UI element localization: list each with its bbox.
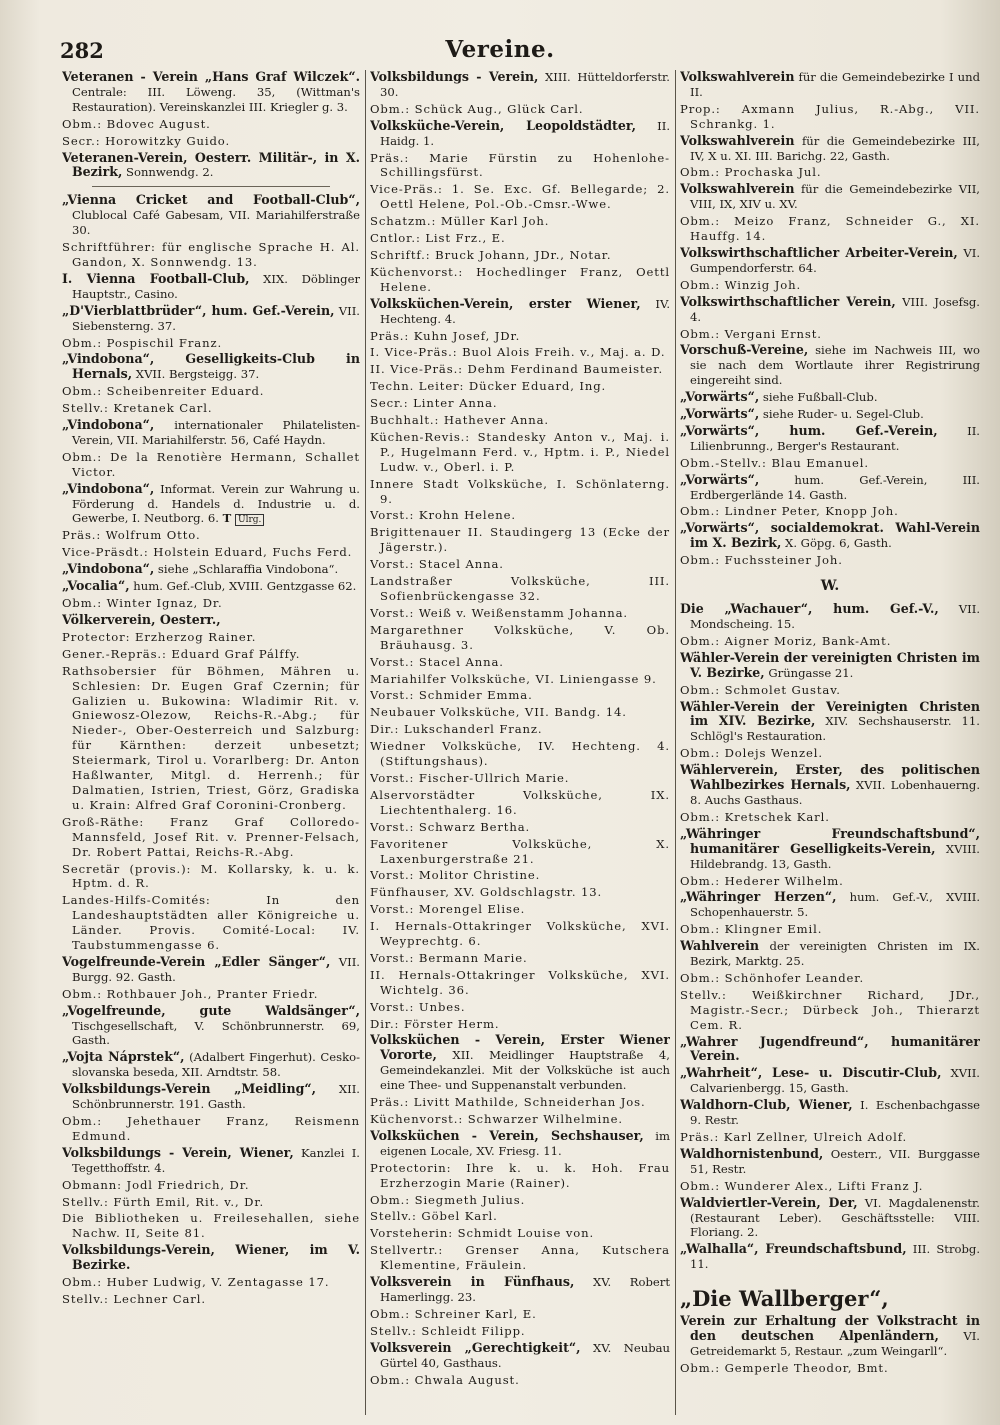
directory-entry <box>370 1129 670 1159</box>
columns <box>62 70 982 1415</box>
entry-name: Die „Wachauer“, hum. Gef.-V., <box>680 601 939 617</box>
directory-entry <box>680 521 980 551</box>
officer-line: Präs.: Wolfrum Otto. <box>62 528 201 543</box>
directory-entry <box>680 1196 980 1241</box>
directory-entry <box>62 70 360 115</box>
officer-line: Präs.: Livitt Mathilde, Schneiderhan Jos. <box>370 1095 646 1110</box>
entry-name: „Vorwärts“, <box>680 389 760 405</box>
entry-name: „Vindobona“, <box>62 480 155 496</box>
entry-name: „Vorwärts“, <box>680 406 760 422</box>
officer-line: Obm.: Winzig Joh. <box>680 277 802 292</box>
directory-entry <box>680 390 980 405</box>
entry-address: XIX. Döblinger Hauptstr., Casino. <box>72 271 360 301</box>
officer-line: Alservorstädter Volksküche, IX. Liechtenthalerg. 16. <box>370 787 670 817</box>
directory-entry <box>62 1050 360 1080</box>
entry-address: XII. Meidlinger Hauptstraße 4, Gemeindekanzlei. Mit der Volksküche ist auch eine Thee- und Suppenanstalt verbunden. <box>380 1048 670 1093</box>
directory-entry <box>62 482 360 527</box>
officer-line: Obm.: Jehethauer Franz, Reismenn Edmund. <box>62 1114 360 1143</box>
officer-line: Vorst.: Krohn Helene. <box>370 508 516 523</box>
entry-address: im eigenen Locale, XV. Friesg. 11. <box>380 1128 670 1158</box>
officer-line: Obm.: Rothbauer Joh., Pranter Friedr. <box>62 986 319 1001</box>
entry-address: Centrale: III. Löweng. 35, (Wittman's Restauration). Vereinskanzlei III. Kriegler g. 3. <box>72 84 360 114</box>
officer-line: Obm.: Klingner Emil. <box>680 922 823 937</box>
entry-address: XVII. Lobenhauerng. 8. Auchs Gasthaus. <box>690 778 980 807</box>
officer-line: Vice-Präs.: 1. Se. Exc. Gf. Bellegarde; 2. Oettl Helene, Pol.-Ob.-Cmsr.-Wwe. <box>370 182 670 212</box>
officer-line: Protector: Erzherzog Rainer. <box>62 629 257 644</box>
officer-line: Vice-Präsdt.: Holstein Eduard, Fuchs Ferd. <box>62 545 353 560</box>
entry-name: Waldhorn-Club, Wiener, <box>680 1097 853 1113</box>
entry-name: „Vindobona“, <box>62 417 155 433</box>
entry-name: Waldhornistenbund, <box>680 1145 824 1161</box>
separator-rule <box>92 186 330 187</box>
directory-entry <box>370 1341 670 1371</box>
directory-entry <box>680 295 980 325</box>
officer-line: Obm.: Wunderer Alex., Lifti Franz J. <box>680 1178 924 1193</box>
officer-line: Obm.: Prochaska Jul. <box>680 165 822 180</box>
entry-name: „Vindobona“, <box>62 561 155 577</box>
entry-address: X. Göpg. 6, Gasth. <box>781 536 892 551</box>
entry-address: II. Lilienbrunng., Berger's Restaurant. <box>690 423 980 453</box>
entry-name: Völkerverein, Oesterr., <box>62 612 221 627</box>
entry-address: für die Gemeindebezirke I und II. <box>690 70 980 99</box>
entry-address: hum. Gef.-Club, XVIII. Gentzgasse 62. <box>129 579 357 594</box>
entry-name: Wahlverein <box>680 938 760 954</box>
officer-line: Innere Stadt Volksküche, I. Schönlaterng. 9. <box>370 476 670 506</box>
officer-line: Stellv.: Lechner Carl. <box>62 1291 206 1306</box>
officer-line: Obm.: Schreiner Karl, E. <box>370 1306 537 1321</box>
directory-entry <box>680 1314 980 1359</box>
officer-line: Obm.: Siegmeth Julius. <box>370 1192 526 1207</box>
entry-address: internationaler Philatelisten-Verein, VII. Mariahilferstr. 56, Café Haydn. <box>72 418 360 447</box>
entry-name: „Wahrer Jugendfreund“, humanitärer Verein. <box>680 1033 980 1064</box>
entry-address: IV. Hechteng. 4. <box>380 296 670 326</box>
directory-entry <box>62 613 360 628</box>
officer-line: Vorst.: Unbes. <box>370 999 466 1014</box>
officer-line: Küchenvorst.: Hochedlinger Franz, Oettl Helene. <box>370 264 670 294</box>
directory-entry <box>680 700 980 745</box>
entry-name: „Währinger Herzen“, <box>680 889 837 905</box>
entry-address: Informat. Verein zur Wahrung u. Förderung d. Handels d. Industrie u. d. Gewerbe, I. Neutborg. 6. <box>72 481 360 526</box>
entry-address: Kanzlei I. Tegetthoffstr. 4. <box>72 1145 360 1175</box>
entry-name: Vogelfreunde-Verein „Edler Sänger“, <box>62 953 331 969</box>
officer-line: Präs.: Kuhn Josef, JDr. <box>370 328 521 343</box>
officer-line: Vorst.: Stacel Anna. <box>370 654 504 669</box>
officer-line: Stellv.: Göbel Karl. <box>370 1209 498 1224</box>
officer-line: Obm.: Huber Ludwig, V. Zentagasse 17. <box>62 1275 330 1290</box>
entry-name: „Vorwärts“, socialdemokrat. Wahl-Verein im X. Bezirk, <box>680 520 980 551</box>
entry-address: VI. Magdalenenstr. (Restaurant Leber). Geschäftsstelle: VIII. Floriang. 2. <box>690 1195 980 1240</box>
officer-line: Obm.: Winter Ignaz, Dr. <box>62 596 223 611</box>
directory-entry <box>680 343 980 388</box>
entry-name: Veteranen - Verein „Hans Graf Wilczek“. <box>62 70 360 84</box>
officer-line: Vorst.: Morengel Elise. <box>370 902 526 917</box>
entry-address: I. Eschenbachgasse 9. Restr. <box>690 1098 980 1128</box>
entry-address: hum. Gef.-V., XVIII. Schopenhauerstr. 5. <box>690 890 980 920</box>
entry-name: „Wahrheit“, Lese- u. Discutir-Club, <box>680 1065 942 1081</box>
entry-name: „Vocalia“, <box>62 578 130 594</box>
directory-entry <box>62 1082 360 1112</box>
officer-line: Obm.: Fuchssteiner Joh. <box>680 553 843 568</box>
officer-line: Secretär (provis.): M. Kollarsky, k. u. k. Hptm. d. R. <box>62 861 360 891</box>
directory-entry <box>62 304 360 334</box>
officer-line: Vorst.: Schwarz Bertha. <box>370 819 531 834</box>
directory-entry <box>680 827 980 872</box>
entry-name: Vorschuß-Vereine, <box>680 342 809 358</box>
entry-address: VI. Gumpendorferstr. 64. <box>690 245 980 275</box>
entry-name: Volksbildungs - Verein, <box>370 70 539 84</box>
officer-line: Mariahilfer Volksküche, VI. Liniengasse 9. <box>370 671 657 686</box>
column-3 <box>680 70 980 1415</box>
entry-name: „Vorwärts“, hum. Gef.-Verein, <box>680 422 938 438</box>
entry-name: Veteranen-Verein, Oesterr. Militär-, in X. Bezirk, <box>62 149 360 180</box>
officer-line: Vorst.: Schmider Emma. <box>370 688 533 703</box>
officer-line: Protectorin: Ihre k. u. k. Hoh. Frau Erzherzogin Marie (Rainer). <box>370 1160 670 1190</box>
officer-line: Obm.: Lindner Peter, Knopp Joh. <box>680 504 899 519</box>
officer-line: Präs.: Karl Zellner, Ulreich Adolf. <box>680 1130 908 1144</box>
directory-entry <box>370 119 670 149</box>
officer-line: Präs.: Marie Fürstin zu Hohenlohe-Schillingsfürst. <box>370 150 670 180</box>
entry-address: Tischgesellschaft, V. Schönbrunnerstr. 69, Gasth. <box>72 1018 360 1048</box>
directory-entry <box>680 651 980 681</box>
officer-line: Küchen-Revis.: Standesky Anton v., Maj. i. P., Hugelmann Ferd. v., Hptm. i. P., Niedel Ludw. v., Oberl. i. P. <box>370 429 670 474</box>
officer-line: Neubauer Volksküche, VII. Bandg. 14. <box>370 705 627 720</box>
directory-entry <box>62 579 360 594</box>
officer-line: Gener.-Repräs.: Eduard Graf Pálffy. <box>62 646 301 661</box>
entry-name: Wähler-Verein der vereinigten Christen im V. Bezirke, <box>680 649 980 680</box>
entry-address: III. Strobg. 11. <box>690 1242 980 1272</box>
officer-line: Favoritener Volksküche, X. Laxenburgerstraße 21. <box>370 836 670 866</box>
entry-address: für die Gemeindebezirke III, IV, X u. XI. III. Barichg. 22, Gasth. <box>690 133 980 163</box>
telephone-icon: T <box>222 511 232 526</box>
entry-name: Volkswahlverein <box>680 70 795 84</box>
officer-line: Obm.: Schück Aug., Glück Carl. <box>370 101 584 116</box>
directory-entry <box>680 134 980 164</box>
entry-name: Volksbildungs-Verein „Meidling“, <box>62 1081 317 1097</box>
officer-line: Landes-Hilfs-Comités: In den Landeshauptstädten aller Königreiche u. Länder. Provis. Comité-Local: IV. Taubstummengasse 6. <box>62 893 360 953</box>
officer-line: Margarethner Volksküche, V. Ob. Bräuhausg. 3. <box>370 622 670 652</box>
directory-entry <box>62 1146 360 1176</box>
entry-name: Verein zur Erhaltung der Volkstracht in den deutschen Alpenländern, <box>680 1313 980 1344</box>
officer-line: I. Hernals-Ottakringer Volksküche, XVI. Weyprechtg. 6. <box>370 919 670 949</box>
officer-line: Stellv.: Schleidt Filipp. <box>370 1323 526 1338</box>
officer-line: Stellv.: Weißkirchner Richard, JDr., Magistr.-Secr.; Dürbeck Joh., Thierarzt Cem. R. <box>680 987 980 1032</box>
running-head: Vereine. <box>445 36 555 63</box>
entry-address: XIII. Hütteldorferstr. 30. <box>380 70 670 99</box>
entry-name: Volkswahlverein <box>680 132 795 148</box>
directory-entry <box>680 246 980 276</box>
entry-name: Volksküchen - Verein, Erster Wiener Vororte, <box>370 1032 670 1063</box>
column-1 <box>62 70 360 1415</box>
officer-line: Vorst.: Fischer-Ullrich Marie. <box>370 770 570 785</box>
entry-address: siehe im Nachweis III, wo sie nach dem Wortlaute ihrer Registrirung eingereiht sind. <box>690 343 980 388</box>
entry-name: Volksbildungs - Verein, Wiener, <box>62 1144 294 1160</box>
directory-entry <box>680 890 980 920</box>
officer-line: I. Vice-Präs.: Buol Alois Freih. v., Maj. a. D. <box>370 345 666 360</box>
directory-entry <box>680 70 980 100</box>
officer-line: Rathsobersier für Böhmen, Mähren u. Schlesien: Dr. Eugen Graf Czernin; für Galizien u. Bukowina: Wladimir Rit. v. Gniewosz-Olezow, Reichs-R.-Abg.; für Nieder-, Ober-Oesterreich und Salzburg: für Kärnthen: derzeit unbesetzt; Steiermark, Tirol u. Vorarlberg: Dr. Anton Haßlwanter, Mitgl. d. Herrenh.; für Dalmatien, Istrien, Triest, Görz, Gradiska u. Krain: Alfred Graf Coronini-Cronberg. <box>62 663 360 812</box>
officer-line: Obm.: Scheibenreiter Eduard. <box>62 384 265 399</box>
entry-name: „Währinger Freundschaftsbund“, humanitärer Geselligkeits-Verein, <box>680 825 980 856</box>
officer-line: Secr.: Linter Anna. <box>370 396 498 411</box>
directory-entry <box>62 562 360 577</box>
officer-line: Vorst.: Bermann Marie. <box>370 950 528 965</box>
officer-line: Obm.: Kretschek Karl. <box>680 809 830 824</box>
entry-name: Volksverein in Fünfhaus, <box>370 1274 575 1290</box>
officer-line: Stellvertr.: Grenser Anna, Kutschera Klementine, Fräulein. <box>370 1243 670 1273</box>
column-rule <box>365 70 366 1415</box>
officer-line: II. Vice-Präs.: Dehm Ferdinand Baumeister. <box>370 362 664 377</box>
entry-name: „D'Vierblattbrüder“, hum. Gef.-Verein, <box>62 302 335 318</box>
officer-line: Stellv.: Kretanek Carl. <box>62 401 213 416</box>
officer-line: Dir.: Lukschanderl Franz. <box>370 722 543 737</box>
officer-line: Obm.: De la Renotière Hermann, Schallet Victor. <box>62 449 360 479</box>
directory-entry <box>370 70 670 100</box>
officer-line: Obm.-Stellv.: Blau Emanuel. <box>680 455 870 470</box>
officer-line: Fünfhauser, XV. Goldschlagstr. 13. <box>370 885 603 900</box>
officer-line: Obm.: Gemperle Theodor, Bmt. <box>680 1360 889 1375</box>
entry-address: (Adalbert Fingerhut). Cesko-slovanska beseda, XII. Arndtstr. 58. <box>72 1050 360 1080</box>
directory-entry <box>62 955 360 985</box>
entry-name: „Vogelfreunde, gute Waldsänger“, <box>62 1002 360 1018</box>
column-2 <box>370 70 670 1415</box>
officer-line: Obm.: Aigner Moriz, Bank-Amt. <box>680 633 892 648</box>
entry-name: „Vindobona“, Geselligkeits-Club in Hernals, <box>62 351 360 382</box>
directory-entry <box>680 1098 980 1128</box>
officer-line: Obm.: Schönhofer Leander. <box>680 970 865 985</box>
officer-line: Obm.: Pospischil Franz. <box>62 335 223 350</box>
entry-address: II. Haidg. 1. <box>380 118 670 148</box>
directory-entry <box>680 602 980 632</box>
entry-address: siehe „Schlaraffia Vindobona“. <box>154 562 339 577</box>
entry-address: Sonnwendg. 2. <box>122 165 214 180</box>
entry-address: Oesterr., VII. Burggasse 51, Restr. <box>690 1146 980 1176</box>
officer-line: Obmann: Jodl Friedrich, Dr. <box>62 1177 250 1192</box>
officer-line: Obm.: Vergani Ernst. <box>680 326 822 341</box>
entry-address: VII. Burgg. 92. Gasth. <box>72 954 360 984</box>
entry-name: Volksverein „Gerechtigkeit“, <box>370 1339 581 1355</box>
officer-line: Techn. Leiter: Dücker Eduard, Ing. <box>370 379 607 394</box>
officer-line: Vorst.: Stacel Anna. <box>370 557 504 572</box>
officer-line: II. Hernals-Ottakringer Volksküche, XVI. Wichtelg. 36. <box>370 967 670 997</box>
entry-name: Volksküchen-Verein, erster Wiener, <box>370 295 641 311</box>
officer-line: Stellv.: Fürth Emil, Rit. v., Dr. <box>62 1194 265 1209</box>
officer-line: Obm.: Schmolet Gustav. <box>680 682 841 697</box>
entry-address: Grüngasse 21. <box>764 665 854 680</box>
directory-entry <box>62 418 360 448</box>
entry-address: VII. Siebensterng. 37. <box>72 303 360 333</box>
directory-entry <box>680 182 980 212</box>
entry-address: der vereinigten Christen im IX. Bezirk, Marktg. 25. <box>690 939 980 969</box>
entry-name: Volksküche-Verein, Leopoldstädter, <box>370 117 636 133</box>
directory-entry <box>680 424 980 454</box>
entry-name: „Vorwärts“, <box>680 471 760 487</box>
entry-name: „Walhalla“, Freundschaftsbund, <box>680 1241 907 1257</box>
officer-line: Prop.: Axmann Julius, R.-Abg., VII. Schrankg. 1. <box>680 101 980 131</box>
entry-name: Waldviertler-Verein, Der, <box>680 1194 858 1210</box>
officer-line: Vorst.: Weiß v. Weißenstamm Johanna. <box>370 605 628 620</box>
entry-name: Volkswirthschaftlicher Arbeiter-Verein, <box>680 244 958 260</box>
entry-name: Wählerverein, Erster, des politischen Wahlbezirkes Hernals, <box>680 762 980 793</box>
officer-line: Vorsteherin: Schmidt Louise von. <box>370 1226 595 1241</box>
directory-entry <box>680 473 980 503</box>
directory-entry <box>62 151 360 181</box>
entry-address: XVIII. Hildebrandg. 13, Gasth. <box>690 841 980 871</box>
section-letter: W. <box>820 578 840 595</box>
entry-address: VII. Mondscheing. 15. <box>690 602 980 631</box>
column-rule <box>675 70 676 1415</box>
officer-line: Obm.: Chwala August. <box>370 1372 520 1387</box>
directory-entry <box>680 1066 980 1096</box>
officer-line: Dir.: Förster Herm. <box>370 1016 500 1031</box>
entry-display-title: „Die Wallberger“, <box>680 1286 889 1312</box>
entry-address: XV. Robert Hamerlingg. 23. <box>380 1275 670 1304</box>
directory-entry <box>680 1147 980 1177</box>
officer-line: Schriftf.: Bruck Johann, JDr., Notar. <box>370 247 612 262</box>
directory-entry <box>62 1243 360 1273</box>
officer-line: Buchhalt.: Hathever Anna. <box>370 413 550 428</box>
directory-entry <box>680 939 980 969</box>
officer-line: Obm.: Meizo Franz, Schneider G., XI. Hauffg. 14. <box>680 214 980 244</box>
directory-entry <box>62 352 360 382</box>
entry-name: Volkswahlverein <box>680 181 795 197</box>
entry-name: I. Vienna Football-Club, <box>62 270 250 286</box>
entry-address: hum. Gef.-Verein, III. Erdbergerlände 14. Gasth. <box>690 472 980 502</box>
officer-line: Obm.: Hederer Wilhelm. <box>680 873 844 888</box>
entry-name: Volksküchen - Verein, Sechshauser, <box>370 1127 644 1143</box>
reference-badge: Ulrg. <box>235 514 264 526</box>
directory-entry <box>370 1275 670 1305</box>
officer-line: Vorst.: Molitor Christine. <box>370 868 541 883</box>
directory-entry <box>370 297 670 327</box>
officer-line: Schriftführer: für englische Sprache H. Al. Gandon, X. Sonnwendg. 13. <box>62 240 360 269</box>
entry-address: siehe Fußball-Club. <box>759 390 878 405</box>
officer-line: Schatzm.: Müller Karl Joh. <box>370 214 550 229</box>
entry-address: XIV. Sechshauserstr. 11. Schlögl's Restauration. <box>690 714 980 744</box>
officer-line: Landstraßer Volksküche, III. Sofienbrückengasse 32. <box>370 574 670 603</box>
officer-line: Brigittenauer II. Staudingerg 13 (Ecke der Jägerstr.). <box>370 525 670 555</box>
entry-name: Volksbildungs-Verein, Wiener, im V. Bezirke. <box>62 1242 360 1273</box>
directory-entry <box>680 763 980 808</box>
page-number: 282 <box>60 38 104 63</box>
entry-address: XV. Neubau Gürtel 40, Gasthaus. <box>380 1340 670 1370</box>
entry-address: XII. Schönbrunnerstr. 191. Gasth. <box>72 1082 360 1112</box>
entry-name: Volkswirthschaftlicher Verein, <box>680 293 896 309</box>
officer-line: Die Bibliotheken u. Freilesehallen, siehe Nachw. II, Seite 81. <box>62 1211 360 1241</box>
directory-entry <box>680 1242 980 1272</box>
directory-entry <box>370 1033 670 1093</box>
officer-line: Küchenvorst.: Schwarzer Wilhelmine. <box>370 1112 623 1126</box>
entry-address: VI. Getreidemarkt 5, Restaur. „zum Weingarll“. <box>690 1329 980 1358</box>
directory-entry <box>62 272 360 302</box>
entry-name: „Vienna Cricket and Football-Club“, <box>62 192 360 208</box>
officer-line: Secr.: Horowitzky Guido. <box>62 133 231 148</box>
entry-name: Wähler-Verein der Vereinigten Christen im XIV. Bezirke, <box>680 698 980 729</box>
directory-entry <box>62 193 360 238</box>
directory-entry <box>680 407 980 422</box>
officer-line: Obm.: Bdovec August. <box>62 116 211 131</box>
officer-line: Obm.: Dolejs Wenzel. <box>680 746 823 761</box>
officer-line: Cntlor.: List Frz., E. <box>370 231 506 246</box>
directory-entry <box>62 1004 360 1049</box>
entry-address: Clublocal Café Gabesam, VII. Mariahilferstraße 30. <box>72 208 360 238</box>
officer-line: Groß-Räthe: Franz Graf Colloredo-Mannsfeld, Josef Rit. v. Prenner-Felsach, Dr. Robert Pattai, Reichs-R.-Abg. <box>62 814 360 859</box>
entry-name: „Vojta Náprstek“, <box>62 1049 185 1065</box>
entry-address: XVII. Calvarienbergg. 15, Gasth. <box>690 1066 980 1096</box>
entry-address: siehe Ruder- u. Segel-Club. <box>759 407 924 422</box>
entry-address: XVII. Bergsteigg. 37. <box>132 367 260 382</box>
directory-entry <box>680 1035 980 1065</box>
entry-address: für die Gemeindebezirke VII, VIII, IX, XIV u. XV. <box>690 182 980 212</box>
entry-address: VIII. Josefsg. 4. <box>690 294 980 324</box>
officer-line: Wiedner Volksküche, IV. Hechteng. 4. (Stiftungshaus). <box>370 739 670 769</box>
